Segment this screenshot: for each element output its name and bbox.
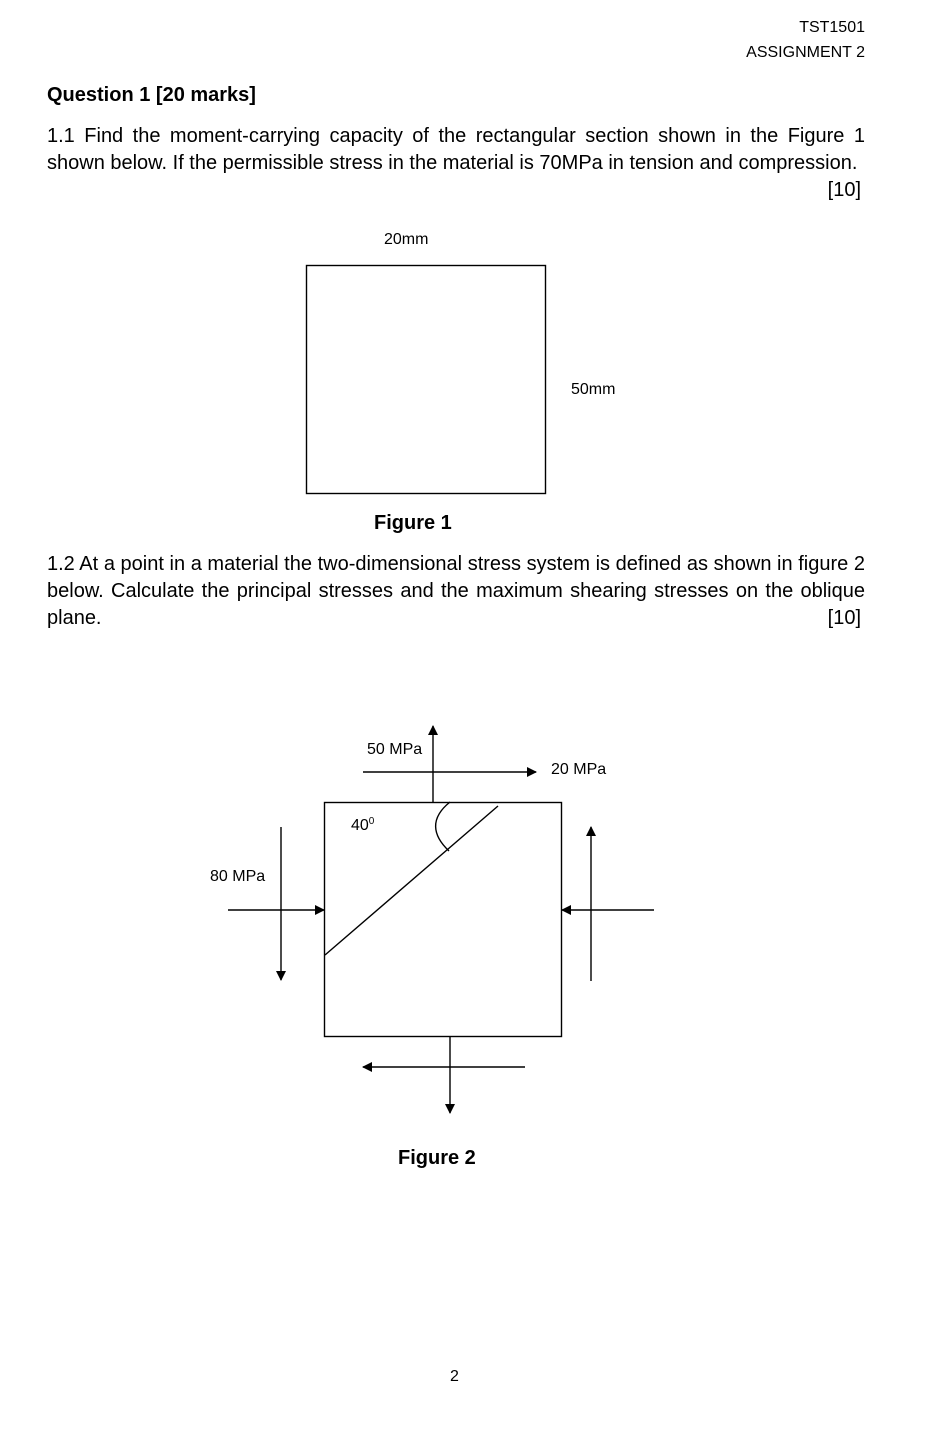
figure-1-caption: Figure 1 [374,512,452,534]
question-1-1-marks: [10] [827,179,861,201]
question-1-2 [47,551,865,632]
question-1-1-text: 1.1 Find the moment-carrying capacity of the rectangular section shown in the Figure 1 shown below. If the permissible stress in the material is 70MPa in tension and compression. [47,125,865,174]
stress-element-square [325,803,562,1037]
course-code: TST1501 [799,19,865,36]
horizontal-stress-label: 80 MPa [210,868,266,885]
question-1-2-text: 1.2 At a point in a material the two-dimensional stress system is defined as shown in figure 2 below. Calculate the principal stresses and the maximum shearing stresses on the oblique plane. [47,553,865,629]
page-number: 2 [450,1368,459,1385]
question-1-2-marks: [10] [827,607,861,629]
figure-1-width-label: 20mm [384,231,429,248]
question-title: Question 1 [20 marks] [47,84,256,106]
vertical-stress-label: 50 MPa [367,741,423,758]
angle-arc [436,802,450,851]
figure-1 [307,231,616,494]
figure-2 [210,726,654,1113]
figure-1-rectangle-section [307,266,546,494]
shear-stress-label: 20 MPa [551,761,607,778]
assignment-label: ASSIGNMENT 2 [746,44,865,61]
angle-label: $40^0$ [351,816,375,834]
figure-1-height-label: 50mm [571,381,616,398]
figure-2-caption: Figure 2 [398,1147,476,1169]
